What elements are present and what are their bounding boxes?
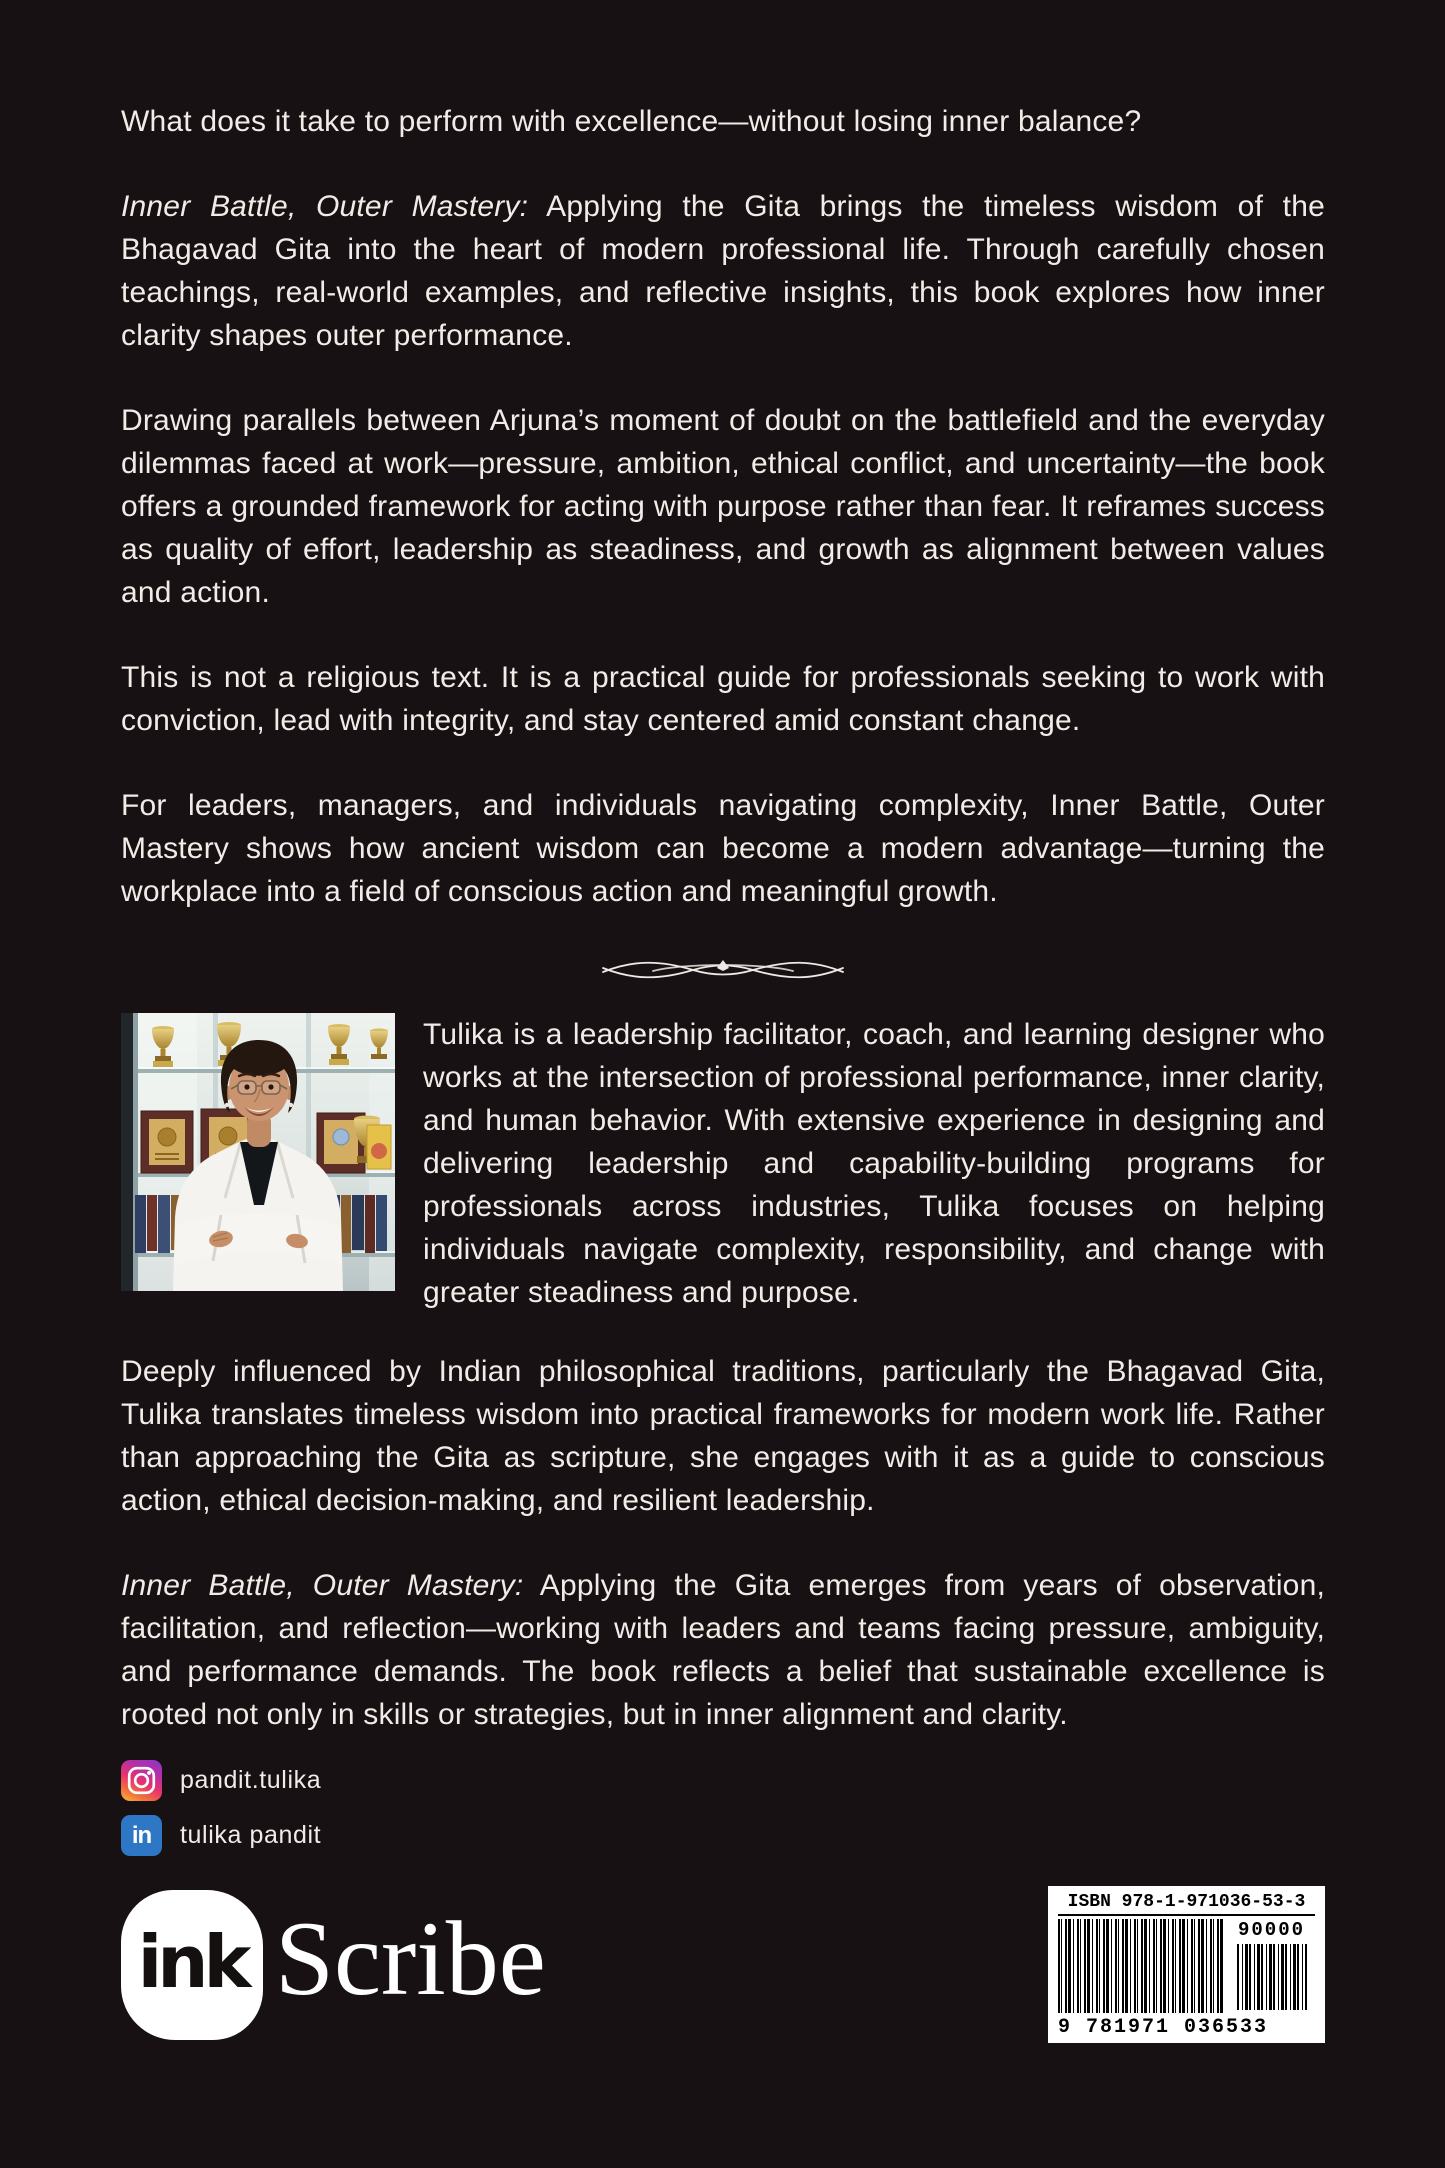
instagram-handle: pandit.tulika	[180, 1766, 322, 1794]
blurb-paragraph-2-text: Applying the Gita brings the timeless wisdom of the Bhagavad Gita into the heart of modern professional life. Through carefully chosen teachings, real-world examples, and reflective insights, this book explores how inner clarity shapes outer performance.	[121, 190, 1325, 352]
author-paragraph-3	[121, 1564, 1325, 1736]
barcode-digits: 9 781971 036533	[1058, 2016, 1269, 2039]
footer	[121, 1886, 1325, 2043]
linkedin-icon: in	[121, 1815, 162, 1856]
linkedin-handle: tulika pandit	[180, 1821, 322, 1849]
author-paragraph-3-text: Applying the Gita emerges from years of observation, facilitation, and reflection—working with leaders and teams facing pressure, ambiguity, and performance demands. The book reflects a belief that sustainable excellence is rooted not only in skills or strategies, but in inner alignment and clarity.	[121, 1569, 1325, 1731]
author-paragraph-2: Deeply influenced by Indian philosophical traditions, particularly the Bhagavad Gita, Tulika translates timeless wisdom into practical frameworks for modern work life. Rather than approaching the Gita as scripture, she engages with it as a guide to conscious action, ethical decision-making, and resilient leadership.	[121, 1355, 1325, 1517]
isbn-number: ISBN 978-1-971036-53-3	[1058, 1892, 1315, 1916]
blurb-paragraph-2	[121, 185, 1325, 357]
flourish-divider	[121, 955, 1325, 985]
blurb-paragraph-3: Drawing parallels between Arjuna’s moment of doubt on the battlefield and the everyday dilemmas faced at work—pressure, ambition, ethical conflict, and uncertainty—the book offers a grounded framework for acting with purpose rather than fear. It reframes success as quality of effort, leadership as steadiness, and growth as alignment between values and action.	[121, 404, 1325, 609]
publisher-logo	[121, 1886, 546, 2043]
ink-logo-mark	[121, 1890, 263, 2040]
author-section	[121, 1013, 1325, 1314]
ink-logo-text: ink	[137, 1919, 247, 2004]
book-title-italic: Inner Battle, Outer Mastery:	[121, 1569, 524, 1602]
author-bio: Tulika is a leadership facilitator, coach, and learning designer who works at the intersection of professional performance, inner clarity, and human behavior. With extensive experience in designing and delivering leadership and capability-building programs for professionals across industries, Tulika focuses on helping individuals navigate complexity, responsibility, and change with greater steadiness and purpose.	[423, 1018, 1325, 1309]
book-title-italic: Inner Battle, Outer Mastery:	[121, 190, 529, 223]
instagram-row	[121, 1760, 1325, 1801]
barcode-price-code: 90000	[1237, 1919, 1305, 1941]
isbn-barcode	[1048, 1886, 1325, 2043]
author-photo	[121, 1013, 395, 1291]
linkedin-row	[121, 1815, 1325, 1856]
blurb-paragraph-4: This is not a religious text. It is a practical guide for professionals seeking to work with conviction, lead with integrity, and stay centered amid constant change.	[121, 661, 1325, 737]
barcode-bars	[1058, 1919, 1224, 2013]
barcode-addon-bars	[1237, 1944, 1307, 2010]
instagram-icon	[121, 1760, 162, 1801]
flourish-icon	[598, 955, 848, 985]
publisher-name: Scribe	[275, 1899, 546, 2017]
hook-line: What does it take to perform with excellence—without losing inner balance?	[121, 105, 1142, 138]
blurb-paragraph-5: For leaders, managers, and individuals navigating complexity, Inner Battle, Outer Mastery shows how ancient wisdom can become a modern advantage—turning the workplace into a field of conscious action and meaningful growth.	[121, 789, 1325, 908]
social-links	[121, 1760, 1325, 1856]
